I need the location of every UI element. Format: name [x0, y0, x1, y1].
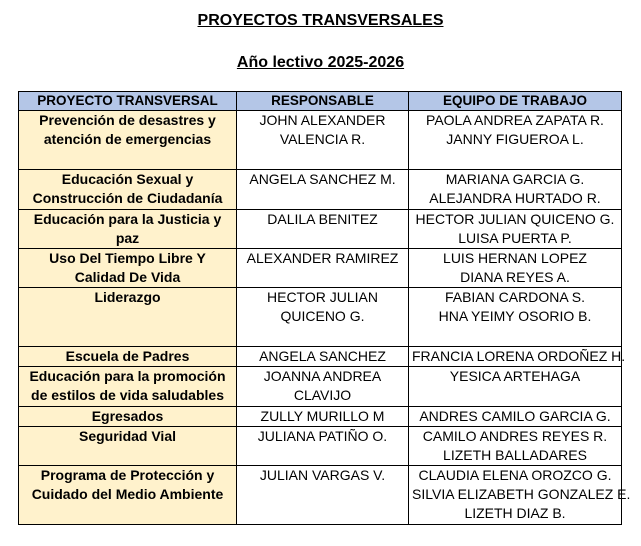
cell-line: CAMILO ANDRES REYES R.	[422, 428, 608, 444]
cell-line: DALILA BENITEZ	[267, 211, 378, 227]
table-row	[19, 170, 622, 210]
team-cell	[409, 466, 631, 525]
cell-line: HECTOR JULIAN QUICENO G.	[415, 211, 615, 227]
column-header-equipo: EQUIPO DE TRABAJO	[409, 92, 622, 111]
cell-line: SILVIA ELIZABETH GONZALEZ E.	[412, 486, 631, 502]
cell-line: Seguridad Vial	[79, 428, 176, 444]
cell-line: ZULLY MURILLO M	[260, 408, 385, 424]
cell-line: CLAUDIA ELENA OROZCO G.	[418, 467, 612, 483]
column-header-responsable: RESPONSABLE	[237, 92, 409, 111]
cell-line: Educación para la Justicia y	[33, 211, 222, 227]
responsible-cell	[237, 367, 409, 407]
cell-line: Construcción de Ciudadanía	[32, 190, 223, 206]
cell-line: Educación para la promoción	[29, 368, 226, 384]
responsible-cell	[237, 288, 409, 347]
cell-line: JOHN ALEXANDER	[259, 112, 386, 128]
team-cell	[409, 407, 622, 427]
table-row	[19, 249, 622, 288]
cell-line: HNA YEIMY OSORIO B.	[438, 308, 592, 324]
team-cell	[409, 111, 622, 170]
projects-table	[18, 91, 631, 525]
project-cell	[19, 170, 237, 210]
cell-line: ALEJANDRA HURTADO R.	[429, 190, 601, 206]
cell-line: JANNY FIGUEROA L.	[446, 131, 584, 147]
cell-line: JULIAN VARGAS V.	[259, 467, 386, 483]
cell-line: YESICA ARTEHAGA	[449, 368, 581, 384]
cell-line: LUIS HERNAN LOPEZ	[443, 250, 587, 266]
project-cell	[19, 347, 237, 367]
cell-line: Prevención de desastres y	[39, 112, 216, 128]
cell-line: ALEXANDER RAMIREZ	[246, 250, 399, 266]
table-row	[19, 367, 622, 407]
cell-line: Cuidado del Medio Ambiente	[31, 486, 224, 502]
cell-line: ANGELA SANCHEZ	[259, 348, 386, 364]
cell-line: paz	[115, 230, 140, 246]
project-cell	[19, 288, 237, 347]
team-cell	[409, 367, 622, 407]
cell-line: JULIANA PATIÑO O.	[257, 428, 388, 444]
cell-line: VALENCIA R.	[279, 131, 366, 147]
cell-line: de estilos de vida saludables	[31, 387, 224, 403]
cell-line: PAOLA ANDREA ZAPATA R.	[426, 112, 604, 128]
cell-line: Calidad De Vida	[74, 269, 181, 285]
project-cell	[19, 210, 237, 249]
responsible-cell	[237, 427, 409, 466]
table-header-row	[19, 92, 622, 111]
table-row	[19, 427, 622, 466]
cell-line: Uso Del Tiempo Libre Y	[49, 250, 206, 266]
cell-line: Escuela de Padres	[65, 348, 190, 364]
project-cell	[19, 407, 237, 427]
cell-line: JOANNA ANDREA	[263, 368, 382, 384]
page-title: PROYECTOS TRANSVERSALES	[197, 12, 444, 29]
responsible-cell	[237, 210, 409, 249]
cell-line: ANGELA SANCHEZ M.	[249, 171, 396, 187]
cell-line: Egresados	[91, 408, 164, 424]
project-cell	[19, 466, 237, 525]
responsible-cell	[237, 407, 409, 427]
responsible-cell	[237, 170, 409, 210]
project-cell	[19, 249, 237, 288]
table-row	[19, 288, 622, 347]
cell-line: CLAVIJO	[293, 387, 352, 403]
project-cell	[19, 111, 237, 170]
table-row	[19, 466, 622, 525]
cell-line: LIZETH BALLADARES	[443, 447, 587, 463]
cell-line: LIZETH DIAZ B.	[464, 505, 566, 521]
cell-line: ANDRES CAMILO GARCIA G.	[419, 408, 611, 424]
table-row	[19, 347, 622, 367]
cell-line: LUISA PUERTA P.	[458, 230, 572, 246]
team-cell	[409, 288, 622, 347]
cell-line: Liderazgo	[94, 289, 161, 305]
responsible-cell	[237, 249, 409, 288]
cell-line: Programa de Protección y	[40, 467, 215, 483]
page-subtitle: Año lectivo 2025-2026	[236, 54, 405, 71]
project-cell	[19, 367, 237, 407]
responsible-cell	[237, 347, 409, 367]
project-cell	[19, 427, 237, 466]
cell-line: FRANCIA LORENA ORDOÑEZ H.	[412, 348, 626, 364]
cell-line: DIANA REYES A.	[460, 269, 570, 285]
cell-line: HECTOR JULIAN	[267, 289, 378, 305]
team-cell	[409, 249, 622, 288]
column-header-proyecto: PROYECTO TRANSVERSAL	[19, 92, 237, 111]
responsible-cell	[237, 466, 409, 525]
table-row	[19, 407, 622, 427]
cell-line: Educación Sexual y	[61, 171, 194, 187]
table-row	[19, 210, 622, 249]
cell-line: MARIANA GARCIA G.	[445, 171, 585, 187]
table-body	[19, 111, 631, 525]
cell-line: FABIAN CARDONA S.	[444, 289, 586, 305]
team-cell	[409, 347, 626, 367]
responsible-cell	[237, 111, 409, 170]
team-cell	[409, 170, 622, 210]
cell-line: QUICENO G.	[280, 308, 365, 324]
cell-line: atención de emergencias	[43, 131, 212, 147]
team-cell	[409, 427, 622, 466]
team-cell	[409, 210, 622, 249]
table-row	[19, 111, 622, 170]
